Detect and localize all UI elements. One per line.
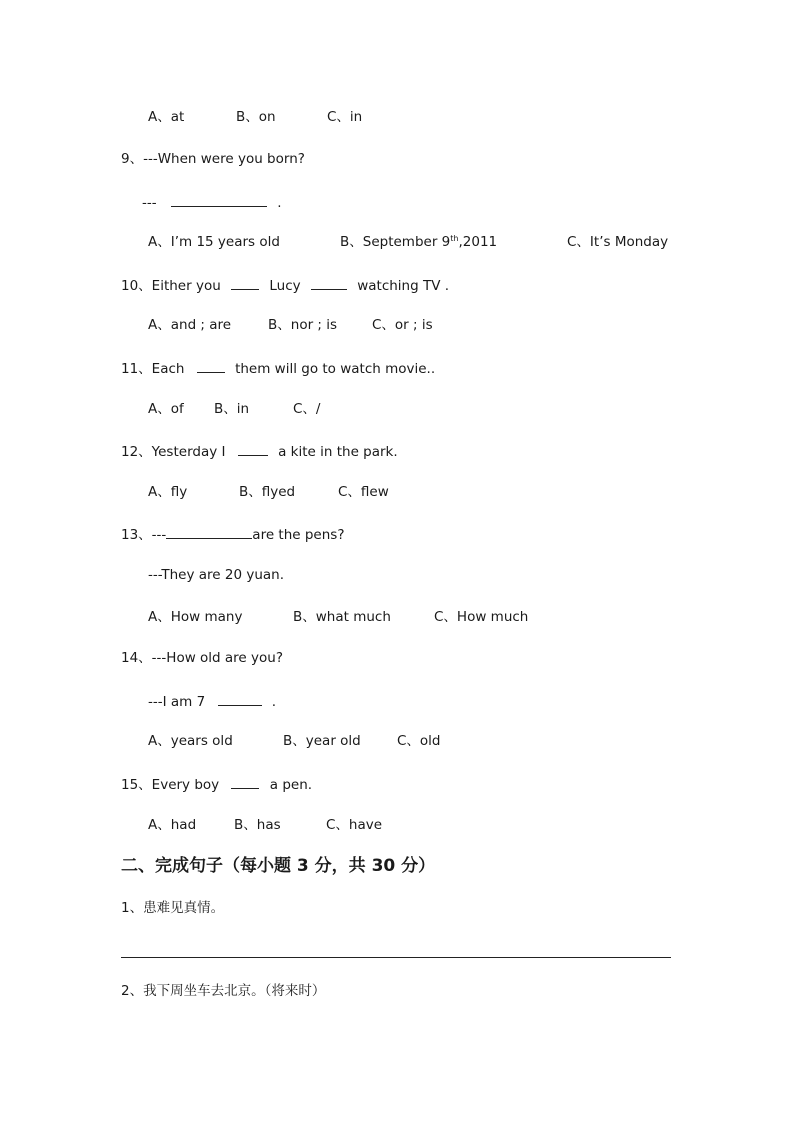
q13-post: are the pens? bbox=[252, 527, 345, 543]
q10-blank-2[interactable] bbox=[311, 275, 347, 290]
q8-option-c[interactable]: C、in bbox=[327, 109, 363, 125]
q15-question bbox=[121, 774, 312, 794]
q10-mid: Lucy bbox=[269, 278, 301, 294]
q9-option-a[interactable]: A、I’m 15 years old bbox=[148, 234, 280, 250]
q15-blank[interactable] bbox=[231, 774, 259, 789]
q10-blank-1[interactable] bbox=[231, 275, 259, 290]
q8-option-b[interactable]: B、on bbox=[236, 109, 276, 125]
q12-pre: 12、Yesterday I bbox=[121, 444, 226, 460]
q11-post: them will go to watch movie.. bbox=[235, 361, 436, 377]
q9-question: 9、---When were you born? bbox=[121, 151, 305, 167]
q10-pre: 10、Either you bbox=[121, 278, 221, 294]
q13-pre: 13、--- bbox=[121, 527, 167, 543]
q14-option-c[interactable]: C、old bbox=[397, 733, 441, 749]
section2-heading: 二、完成句子（每小题 3 分，共 30 分） bbox=[121, 856, 436, 876]
q12-option-a[interactable]: A、fly bbox=[148, 484, 188, 500]
q10-post: watching TV . bbox=[357, 278, 450, 294]
q9-answer-blank[interactable] bbox=[171, 192, 267, 207]
q11-pre: 11、Each bbox=[121, 361, 185, 377]
q14-answer-line bbox=[148, 691, 276, 711]
q14-blank[interactable] bbox=[218, 691, 262, 706]
q12-question bbox=[121, 441, 398, 461]
q9-answer-line bbox=[142, 192, 282, 212]
q15-pre: 15、Every boy bbox=[121, 777, 220, 793]
q9-option-b[interactable] bbox=[340, 233, 497, 251]
q14-answer-post: . bbox=[271, 694, 277, 710]
q13-answer: ---They are 20 yuan. bbox=[148, 567, 285, 583]
q13-option-b[interactable]: B、what much bbox=[293, 609, 391, 625]
q13-option-a[interactable]: A、How many bbox=[148, 609, 243, 625]
q12-post: a kite in the park. bbox=[278, 444, 398, 460]
q14-option-b[interactable]: B、year old bbox=[283, 733, 361, 749]
q14-option-a[interactable]: A、years old bbox=[148, 733, 233, 749]
q8-option-a[interactable]: A、at bbox=[148, 109, 185, 125]
q11-option-a[interactable]: A、of bbox=[148, 401, 184, 417]
q15-option-b[interactable]: B、has bbox=[234, 817, 281, 833]
q11-option-c[interactable]: C、/ bbox=[293, 401, 321, 417]
q15-option-c[interactable]: C、have bbox=[326, 817, 383, 833]
q14-answer-pre: ---I am 7 bbox=[148, 694, 206, 710]
q10-question bbox=[121, 275, 449, 295]
q15-option-a[interactable]: A、had bbox=[148, 817, 197, 833]
q11-question bbox=[121, 358, 435, 378]
q9-option-b-text: B、September 9 bbox=[340, 234, 451, 250]
q10-option-a[interactable]: A、and ; are bbox=[148, 317, 232, 333]
q15-post: a pen. bbox=[269, 777, 313, 793]
q10-option-b[interactable]: B、nor ; is bbox=[268, 317, 338, 333]
q9-answer-prefix: --- bbox=[142, 195, 157, 211]
q13-question bbox=[121, 524, 345, 544]
q9-answer-suffix: . bbox=[277, 195, 282, 211]
q12-option-c[interactable]: C、flew bbox=[338, 484, 389, 500]
answer-line-1[interactable] bbox=[121, 957, 671, 958]
q9-option-b-year: ,2011 bbox=[458, 234, 498, 250]
q13-option-c[interactable]: C、How much bbox=[434, 609, 529, 625]
q11-option-b[interactable]: B、in bbox=[214, 401, 250, 417]
section2-item-2: 2、我下周坐车去北京。（将来时） bbox=[121, 983, 326, 999]
q11-blank[interactable] bbox=[197, 358, 225, 373]
q10-option-c[interactable]: C、or ; is bbox=[372, 317, 433, 333]
q12-option-b[interactable]: B、flyed bbox=[239, 484, 296, 500]
q13-blank[interactable] bbox=[166, 524, 252, 539]
q14-question: 14、---How old are you? bbox=[121, 650, 283, 666]
q9-option-b-sup: th bbox=[450, 234, 459, 243]
section2-item-1: 1、患难见真情。 bbox=[121, 900, 225, 916]
q9-option-c[interactable]: C、It’s Monday bbox=[567, 234, 669, 250]
q12-blank[interactable] bbox=[238, 441, 268, 456]
